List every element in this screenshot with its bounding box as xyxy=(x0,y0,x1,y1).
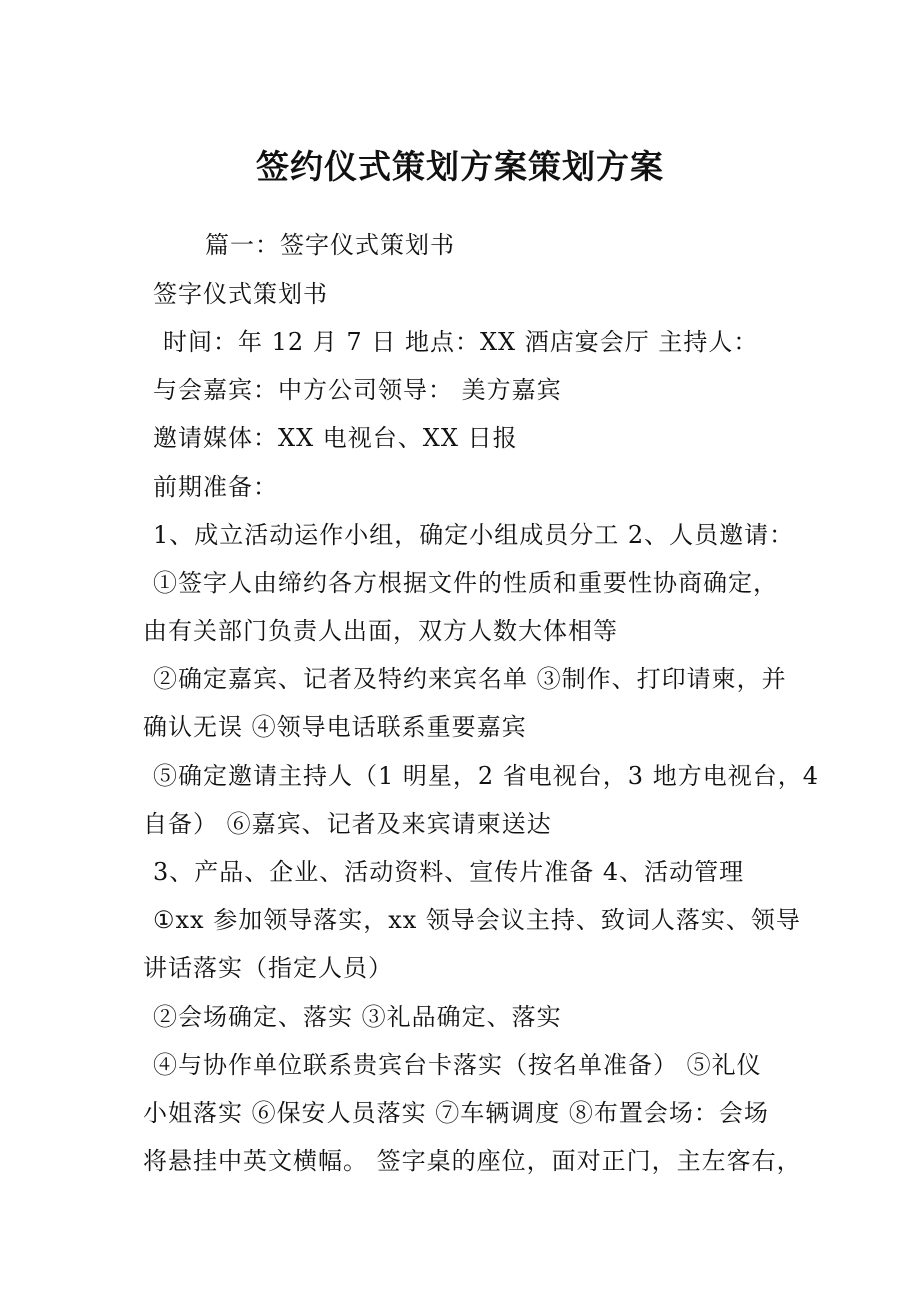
document-title: 签约仪式策划方案策划方案 xyxy=(256,147,664,186)
subheading: 签字仪式策划书 xyxy=(153,280,328,308)
body-line: 确认无误 ④领导电话联系重要嘉宾 xyxy=(143,713,527,741)
body-line: 3、产品、企业、活动资料、宣传片准备 4、活动管理 xyxy=(153,858,745,886)
media-line: 邀请媒体：XX 电视台、XX 日报 xyxy=(153,424,518,452)
body-line: ④与协作单位联系贵宾台卡落实（按名单准备） ⑤礼仪 xyxy=(153,1051,762,1079)
guests-line: 与会嘉宾：中方公司领导： 美方嘉宾 xyxy=(153,376,562,404)
body-line: 1、成立活动运作小组，确定小组成员分工 2、人员邀请： xyxy=(153,521,795,549)
body-line: 小姐落实 ⑥保安人员落实 ⑦车辆调度 ⑧布置会场：会场 xyxy=(143,1099,769,1127)
event-time-location-line: 时间：年 12 月 7 日 地点：XX 酒店宴会厅 主持人： xyxy=(163,328,759,356)
body-line: ①xx 参加领导落实，xx 领导会议主持、致词人落实、领导 xyxy=(153,906,801,934)
preparation-heading: 前期准备： xyxy=(153,473,278,501)
body-line: ⑤确定邀请主持人（1 明星，2 省电视台，3 地方电视台，4 xyxy=(153,762,819,790)
body-line: 自备） ⑥嘉宾、记者及来宾请柬送达 xyxy=(143,810,552,838)
body-line: ②会场确定、落实 ③礼品确定、落实 xyxy=(153,1003,562,1031)
body-line: 将悬挂中英文横幅。 签字桌的座位，面对正门，主左客右， xyxy=(143,1147,802,1175)
body-line: 由有关部门负责人出面，双方人数大体相等 xyxy=(143,617,618,645)
body-line: 讲话落实（指定人员） xyxy=(143,954,393,982)
body-line: ②确定嘉宾、记者及特约来宾名单 ③制作、打印请柬，并 xyxy=(153,665,787,693)
section-heading: 篇一：签字仪式策划书 xyxy=(205,231,455,259)
body-line: ①签字人由缔约各方根据文件的性质和重要性协商确定， xyxy=(153,569,778,597)
